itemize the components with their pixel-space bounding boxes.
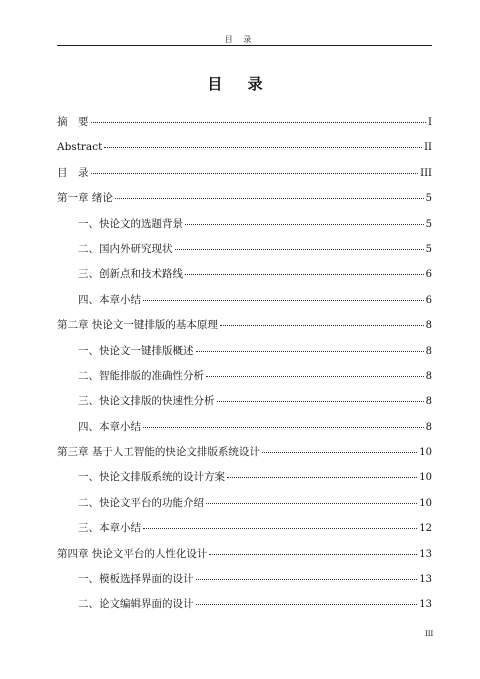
toc-entry-label: 一、快论文的选题背景	[78, 217, 183, 230]
toc-leader-dots	[206, 376, 424, 377]
toc-entry-page: 8	[425, 345, 432, 357]
toc-leader-dots	[104, 147, 422, 148]
toc-entry[interactable]	[57, 440, 432, 465]
toc-leader-dots	[115, 198, 424, 199]
toc-leader-dots	[206, 503, 417, 504]
toc-entry[interactable]	[57, 415, 432, 440]
toc-entry-label: 二、快论文平台的功能介绍	[78, 496, 204, 509]
toc-entry-label: 二、智能排版的准确性分析	[78, 369, 204, 382]
toc-entry[interactable]	[57, 288, 432, 313]
toc-entry[interactable]	[57, 516, 432, 541]
toc-entry-page: 13	[419, 574, 432, 586]
toc-entry-label: 四、本章小结	[78, 293, 141, 306]
toc-entry-label: 第四章 快论文平台的人性化设计	[57, 547, 208, 560]
toc-entry-label: 目 录	[57, 166, 89, 179]
toc-entry-page: 8	[425, 370, 432, 382]
toc-leader-dots	[91, 173, 419, 174]
toc-entry-page: 5	[425, 243, 432, 255]
toc-entry[interactable]	[57, 186, 432, 211]
toc-entry-page: 13	[419, 548, 432, 560]
toc-entry-page: 10	[419, 447, 432, 459]
toc-entry-label: 一、快论文一键排版概述	[78, 344, 194, 357]
toc-leader-dots	[227, 477, 417, 478]
toc-entry-page: 6	[425, 269, 432, 281]
toc-leader-dots	[185, 274, 424, 275]
toc-entry-label: 三、本章小结	[78, 522, 141, 535]
toc-entry[interactable]	[57, 212, 432, 237]
toc-entry[interactable]	[57, 592, 432, 617]
toc-leader-dots	[262, 452, 417, 453]
toc-entry-label: 三、快论文排版的快速性分析	[78, 395, 215, 408]
toc-entry-label: Abstract	[57, 141, 103, 154]
page-number: III	[425, 630, 434, 638]
toc-entry-label: 二、论文编辑界面的设计	[78, 598, 194, 611]
page-title: 目 录	[207, 75, 273, 93]
toc-entry[interactable]	[57, 313, 432, 338]
toc-entry-label: 第一章 绪论	[57, 192, 113, 205]
toc-leader-dots	[185, 224, 424, 225]
toc-leader-dots	[196, 579, 418, 580]
toc-leader-dots	[196, 351, 424, 352]
toc-entry[interactable]	[57, 542, 432, 567]
toc-entry-page: 5	[425, 193, 432, 205]
header-rule	[57, 45, 432, 46]
toc-entry-page: II	[424, 142, 432, 154]
toc-list	[57, 110, 432, 618]
toc-leader-dots	[143, 427, 424, 428]
toc-entry-page: 13	[419, 599, 432, 611]
toc-entry[interactable]	[57, 110, 432, 135]
toc-entry[interactable]	[57, 364, 432, 389]
toc-entry[interactable]	[57, 262, 432, 287]
toc-entry[interactable]	[57, 135, 432, 160]
toc-entry-page: 8	[425, 396, 432, 408]
toc-entry-page: 10	[419, 472, 432, 484]
toc-entry-page: 10	[419, 497, 432, 509]
running-header: 目 录	[224, 35, 256, 44]
toc-entry-label: 四、本章小结	[78, 420, 141, 433]
toc-entry-page: 8	[425, 320, 432, 332]
toc-entry-label: 摘 要	[57, 116, 89, 128]
toc-entry-page: 5	[425, 218, 432, 230]
toc-entry-page: 12	[419, 523, 432, 535]
toc-entry[interactable]	[57, 465, 432, 490]
toc-entry-label: 二、国内外研究现状	[78, 242, 173, 255]
toc-entry-label: 一、模板选择界面的设计	[78, 573, 194, 586]
toc-entry-label: 一、快论文排版系统的设计方案	[78, 471, 225, 484]
toc-leader-dots	[175, 249, 424, 250]
toc-leader-dots	[220, 325, 424, 326]
toc-leader-dots	[209, 554, 417, 555]
toc-entry[interactable]	[57, 339, 432, 364]
toc-entry[interactable]	[57, 161, 432, 186]
toc-entry-page: 6	[425, 294, 432, 306]
toc-entry[interactable]	[57, 237, 432, 262]
toc-entry[interactable]	[57, 491, 432, 516]
toc-leader-dots	[91, 122, 427, 123]
toc-leader-dots	[143, 300, 424, 301]
toc-entry-label: 三、创新点和技术路线	[78, 268, 183, 281]
toc-entry-page: III	[420, 167, 432, 179]
toc-leader-dots	[217, 401, 424, 402]
toc-entry-label: 第三章 基于人工智能的快论文排版系统设计	[57, 446, 260, 459]
toc-entry-page: 8	[425, 421, 432, 433]
toc-leader-dots	[143, 528, 417, 529]
toc-entry[interactable]	[57, 389, 432, 414]
toc-entry[interactable]	[57, 567, 432, 592]
toc-entry-label: 第二章 快论文一键排版的基本原理	[57, 319, 218, 332]
toc-entry-page: I	[428, 117, 432, 128]
toc-leader-dots	[196, 604, 418, 605]
